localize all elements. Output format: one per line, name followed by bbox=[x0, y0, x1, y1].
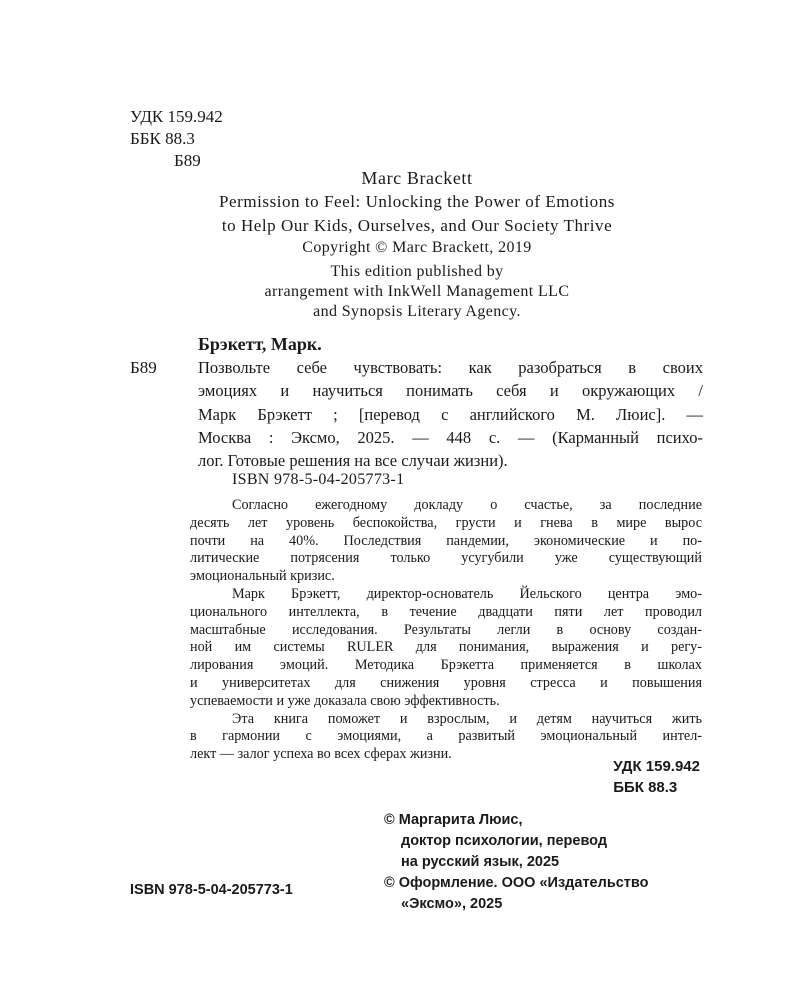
original-author: Marc Brackett bbox=[361, 168, 473, 188]
translation-copyright-line: доктор психологии, перевод bbox=[401, 833, 608, 849]
annotation-line: и университетах для снижения уровня стресса и повышения bbox=[190, 674, 702, 691]
annotation-line: масштабные исследования. Результаты легли в основу создан- bbox=[190, 621, 702, 638]
original-title bbox=[150, 190, 684, 238]
description-line: Марк Брэкетт ; [перевод с английского М. Люис]. — bbox=[198, 404, 703, 424]
isbn-bottom: ISBN 978-5-04-205773-1 bbox=[130, 882, 293, 898]
annotation-line: ционального интеллекта, в течение двадцати пяти лет проводил bbox=[190, 603, 702, 620]
edition-line: This edition published by bbox=[330, 263, 504, 280]
bibliographic-code: Б89 bbox=[130, 358, 157, 377]
annotation-line: литические потрясения только усугубили уже существующий bbox=[190, 550, 702, 567]
annotation-line: почти на 40%. Последствия пандемии, экономические и по- bbox=[190, 532, 702, 549]
description-line: Позвольте себе чувствовать: как разобраться в своих bbox=[198, 358, 703, 377]
edition-line: arrangement with InkWell Management LLC bbox=[264, 283, 570, 300]
annotation-line: лирования эмоций. Методика Брэкетта применяется в школах bbox=[190, 657, 702, 674]
original-title-line: to Help Our Kids, Ourselves, and Our Society Thrive bbox=[221, 216, 613, 235]
author-sign-code: Б89 bbox=[174, 151, 201, 170]
translation-copyright-line: на русский язык, 2025 bbox=[401, 854, 560, 870]
design-copyright: © Оформление. ООО «Издательство bbox=[384, 875, 649, 891]
annotation-paragraph bbox=[190, 497, 702, 586]
design-copyright-line: «Эксмо», 2025 bbox=[401, 896, 503, 912]
original-copyright: Copyright © Marc Brackett, 2019 bbox=[302, 239, 532, 256]
udk-code: УДК 159.942 bbox=[130, 107, 223, 126]
annotation-line: успеваемости и уже доказала свою эффективность. bbox=[190, 692, 500, 709]
annotation-line: Согласно ежегодному докладу о счастье, за последние bbox=[232, 497, 702, 513]
annotation bbox=[190, 497, 702, 764]
bbk-code-bottom: ББК 88.3 bbox=[613, 779, 678, 796]
description-line: лог. Готовые решения на все случаи жизни). bbox=[198, 451, 508, 471]
copyright-notices bbox=[384, 810, 648, 915]
annotation-line: в гармонии с эмоциями, а развитый эмоциональный интел- bbox=[190, 728, 702, 745]
description-line: эмоциях и научиться понимать себя и окружающих / bbox=[198, 381, 703, 401]
bbk-code: ББК 88.3 bbox=[130, 129, 195, 148]
annotation-line: лект — залог успеха во всех сферах жизни. bbox=[190, 746, 452, 763]
bibliographic-description bbox=[198, 356, 703, 472]
original-title-line: Permission to Feel: Unlocking the Power of Emotions bbox=[219, 192, 615, 211]
translation-copyright: © Маргарита Люис, bbox=[384, 812, 523, 828]
bibliographic-author: Брэкетт, Марк. bbox=[198, 334, 322, 354]
description-line: Москва : Эксмо, 2025. — 448 с. — (Карманный психо- bbox=[198, 427, 703, 447]
annotation-line: ной им системы RULER для понимания, выражения и регу- bbox=[190, 639, 702, 656]
annotation-paragraph bbox=[190, 585, 702, 711]
annotation-line: эмоциональный кризис. bbox=[190, 568, 335, 585]
edition-line: and Synopsis Literary Agency. bbox=[313, 303, 521, 320]
bottom-codes bbox=[613, 756, 700, 798]
annotation-line: Марк Брэкетт, директор-основатель Йельского центра эмо- bbox=[232, 585, 702, 602]
annotation-line: Эта книга поможет и взрослым, и детям научиться жить bbox=[232, 710, 702, 727]
original-edition-note bbox=[150, 262, 684, 322]
annotation-line: десять лет уровень беспокойства, грусти и гнева в мире вырос bbox=[190, 514, 702, 531]
bibliographic-isbn: ISBN 978-5-04-205773-1 bbox=[232, 471, 405, 488]
udk-code-bottom: УДК 159.942 bbox=[613, 758, 700, 775]
